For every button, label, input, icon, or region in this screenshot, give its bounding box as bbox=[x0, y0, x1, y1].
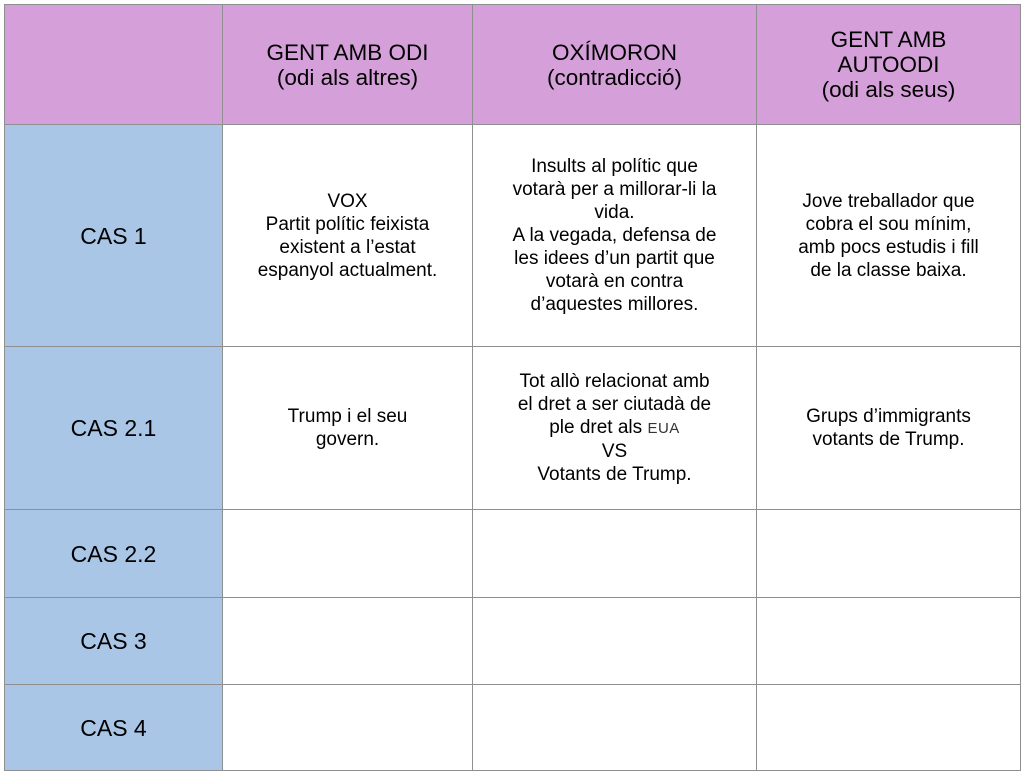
cell-cas-4-odi bbox=[223, 685, 473, 771]
cell-line: espanyol actualment. bbox=[257, 259, 438, 281]
cell-line: Jove treballador que bbox=[802, 190, 975, 212]
cell-cas-2-1-odi bbox=[223, 347, 473, 510]
cell-line: cobra el sou mínim, bbox=[805, 213, 972, 235]
header-gent-amb-odi bbox=[223, 5, 473, 125]
cell-cas-2-2-oximoron bbox=[473, 510, 757, 598]
hate-cases-table bbox=[4, 4, 1021, 771]
header-col2-subtitle: (contradicció) bbox=[546, 64, 683, 90]
table-row-cas-1 bbox=[5, 125, 1021, 347]
cell-cas-3-odi bbox=[223, 598, 473, 685]
cell-cas-3-autoodi bbox=[757, 598, 1021, 685]
table-row-cas-4 bbox=[5, 685, 1021, 771]
cell-cas-1-odi bbox=[223, 125, 473, 347]
header-col1-subtitle: (odi als altres) bbox=[276, 64, 419, 90]
cell-cas-2-2-odi bbox=[223, 510, 473, 598]
cell-line: VS bbox=[601, 441, 628, 462]
cell-line: Trump i el seu bbox=[287, 406, 408, 427]
cell-line: vida. bbox=[594, 202, 635, 223]
row-label-cas-2-2: CAS 2.2 bbox=[5, 510, 223, 598]
cell-line: Insults al polític que bbox=[531, 156, 698, 177]
cell-line: A la vegada, defensa de bbox=[512, 225, 717, 246]
cell-cas-4-autoodi bbox=[757, 685, 1021, 771]
cell-cas-1-oximoron bbox=[473, 125, 757, 347]
cell-line: amb pocs estudis i fill bbox=[798, 236, 979, 258]
header-col1-title: GENT AMB ODI bbox=[266, 39, 429, 65]
table-row-cas-2-1 bbox=[5, 347, 1021, 510]
cell-line: VOX bbox=[327, 190, 368, 212]
cell-cas-2-2-autoodi bbox=[757, 510, 1021, 598]
cell-line: votants de Trump. bbox=[812, 429, 965, 450]
cell-cas-3-oximoron bbox=[473, 598, 757, 685]
cell-cas-1-autoodi bbox=[757, 125, 1021, 347]
cell-line: existent a l’estat bbox=[279, 236, 416, 258]
cell-line: Tot allò relacionat amb bbox=[519, 371, 710, 392]
cell-cas-2-1-oximoron bbox=[473, 347, 757, 510]
header-oximoron bbox=[473, 5, 757, 125]
cell-cas-2-1-autoodi bbox=[757, 347, 1021, 510]
header-col3-subtitle: (odi als seus) bbox=[821, 77, 956, 102]
cell-line: d’aquestes millores. bbox=[530, 294, 699, 315]
cell-line: govern. bbox=[315, 429, 380, 450]
row-label-cas-4: CAS 4 bbox=[5, 685, 223, 771]
cell-cas-4-oximoron bbox=[473, 685, 757, 771]
cell-line: el dret a ser ciutadà de bbox=[517, 394, 712, 415]
header-corner-cell bbox=[5, 5, 223, 125]
eua-abbrev: EUA bbox=[647, 420, 680, 437]
cell-line: votarà en contra bbox=[545, 271, 684, 292]
cell-line: Votants de Trump. bbox=[537, 464, 692, 485]
header-row bbox=[5, 5, 1021, 125]
cell-line: de la classe baixa. bbox=[810, 259, 967, 281]
cell-line: Grups d’immigrants bbox=[806, 406, 971, 427]
row-label-cas-1: CAS 1 bbox=[5, 125, 223, 347]
table-row-cas-3 bbox=[5, 598, 1021, 685]
cell-line bbox=[479, 416, 750, 440]
cell-text: ple dret als bbox=[549, 417, 648, 438]
cell-line: les idees d’un partit que bbox=[514, 248, 715, 269]
header-col3-title-line1: GENT AMB bbox=[830, 27, 947, 52]
table-row-cas-2-2 bbox=[5, 510, 1021, 598]
header-col3-title-line2: AUTOODI bbox=[837, 52, 940, 77]
row-label-cas-2-1: CAS 2.1 bbox=[5, 347, 223, 510]
header-gent-amb-autoodi bbox=[757, 5, 1021, 125]
cell-line: Partit polític feixista bbox=[265, 213, 430, 235]
row-label-cas-3: CAS 3 bbox=[5, 598, 223, 685]
cell-line: votarà per a millorar-li la bbox=[512, 179, 717, 200]
header-col2-title: OXÍMORON bbox=[551, 39, 677, 65]
